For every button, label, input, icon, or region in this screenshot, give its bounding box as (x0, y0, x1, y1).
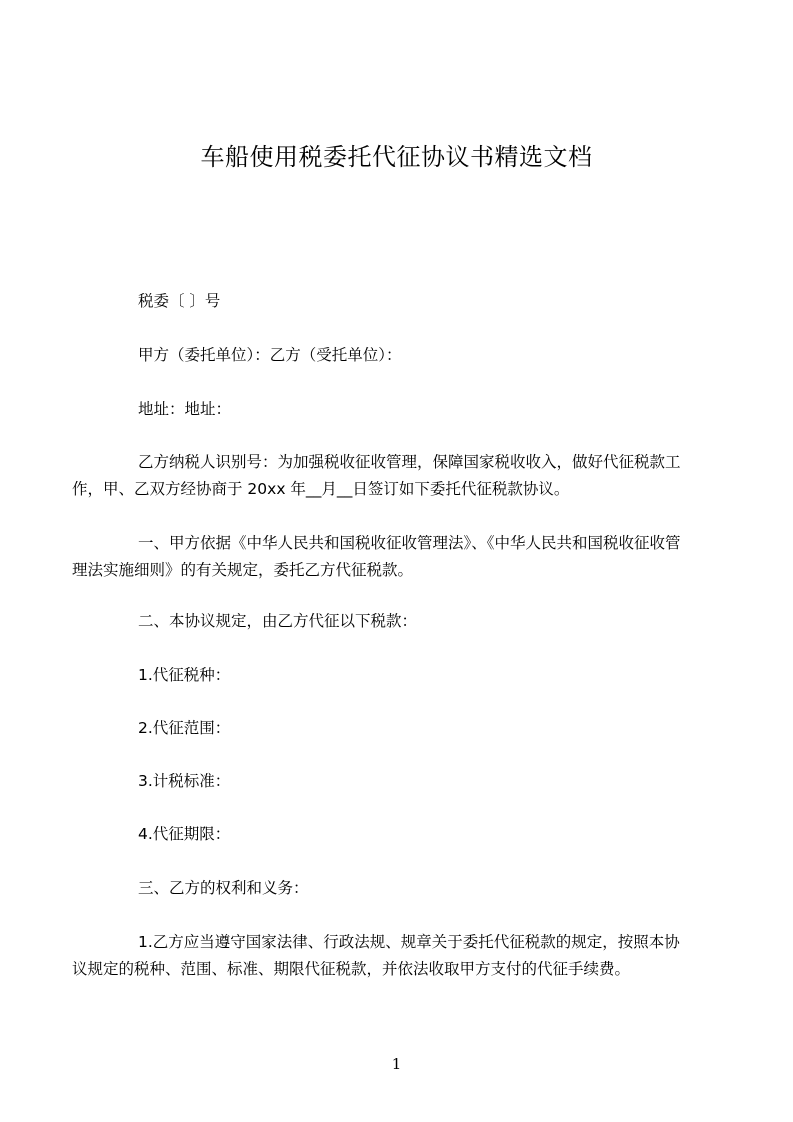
paragraph-item-period (105, 821, 705, 848)
paragraph-taxpayer-id (72, 449, 705, 503)
paragraph-text: 甲方（委托单位）：乙方（受托单位）： (138, 346, 402, 364)
paragraph-address (105, 396, 705, 423)
paragraph-text: 1.代征税种： (138, 666, 231, 684)
paragraph-clause-2 (105, 608, 705, 635)
paragraph-text: 乙方纳税人识别号：为加强税收征收管理，保障国家税收收入，做好代征税款工 (138, 453, 681, 471)
paragraph-text: 3.计税标准： (138, 772, 231, 790)
paragraph-item-scope (105, 715, 705, 742)
paragraph-text: 二、本协议规定，由乙方代征以下税款： (138, 612, 418, 630)
paragraph-text: 一、甲方依据《中华人民共和国税收征收管理法》、《中华人民共和国税收征收管 (138, 534, 681, 552)
paragraph-text-continued: 作，甲、乙双方经协商于 20xx 年__月__日签订如下委托代征税款协议。 (72, 480, 570, 498)
paragraph-text: 2.代征范围： (138, 719, 231, 737)
paragraph-item-tax-type (105, 662, 705, 689)
paragraph-text: 三、乙方的权利和义务： (138, 879, 309, 897)
paragraph-item-standard (105, 768, 705, 795)
paragraph-tax-number (105, 288, 705, 315)
paragraph-clause-3 (105, 875, 705, 902)
paragraph-text: 税委〔 〕号 (138, 292, 221, 310)
paragraph-text-continued: 议规定的税种、范围、标准、期限代征税款，并依法收取甲方支付的代征手续费。 (72, 960, 631, 978)
paragraph-text: 4.代征期限： (138, 825, 231, 843)
paragraph-parties (105, 342, 705, 369)
paragraph-clause-3-item-1 (72, 929, 705, 983)
paragraph-text-continued: 理法实施细则》的有关规定，委托乙方代征税款。 (72, 561, 414, 579)
paragraph-clause-1 (72, 530, 705, 584)
paragraph-text: 1.乙方应当遵守国家法律、行政法规、规章关于委托代征税款的规定，按照本协 (138, 933, 680, 951)
paragraph-text: 地址：地址： (138, 400, 232, 418)
page-number: 1 (391, 1055, 402, 1073)
document-title: 车船使用税委托代征协议书精选文档 (200, 143, 593, 171)
